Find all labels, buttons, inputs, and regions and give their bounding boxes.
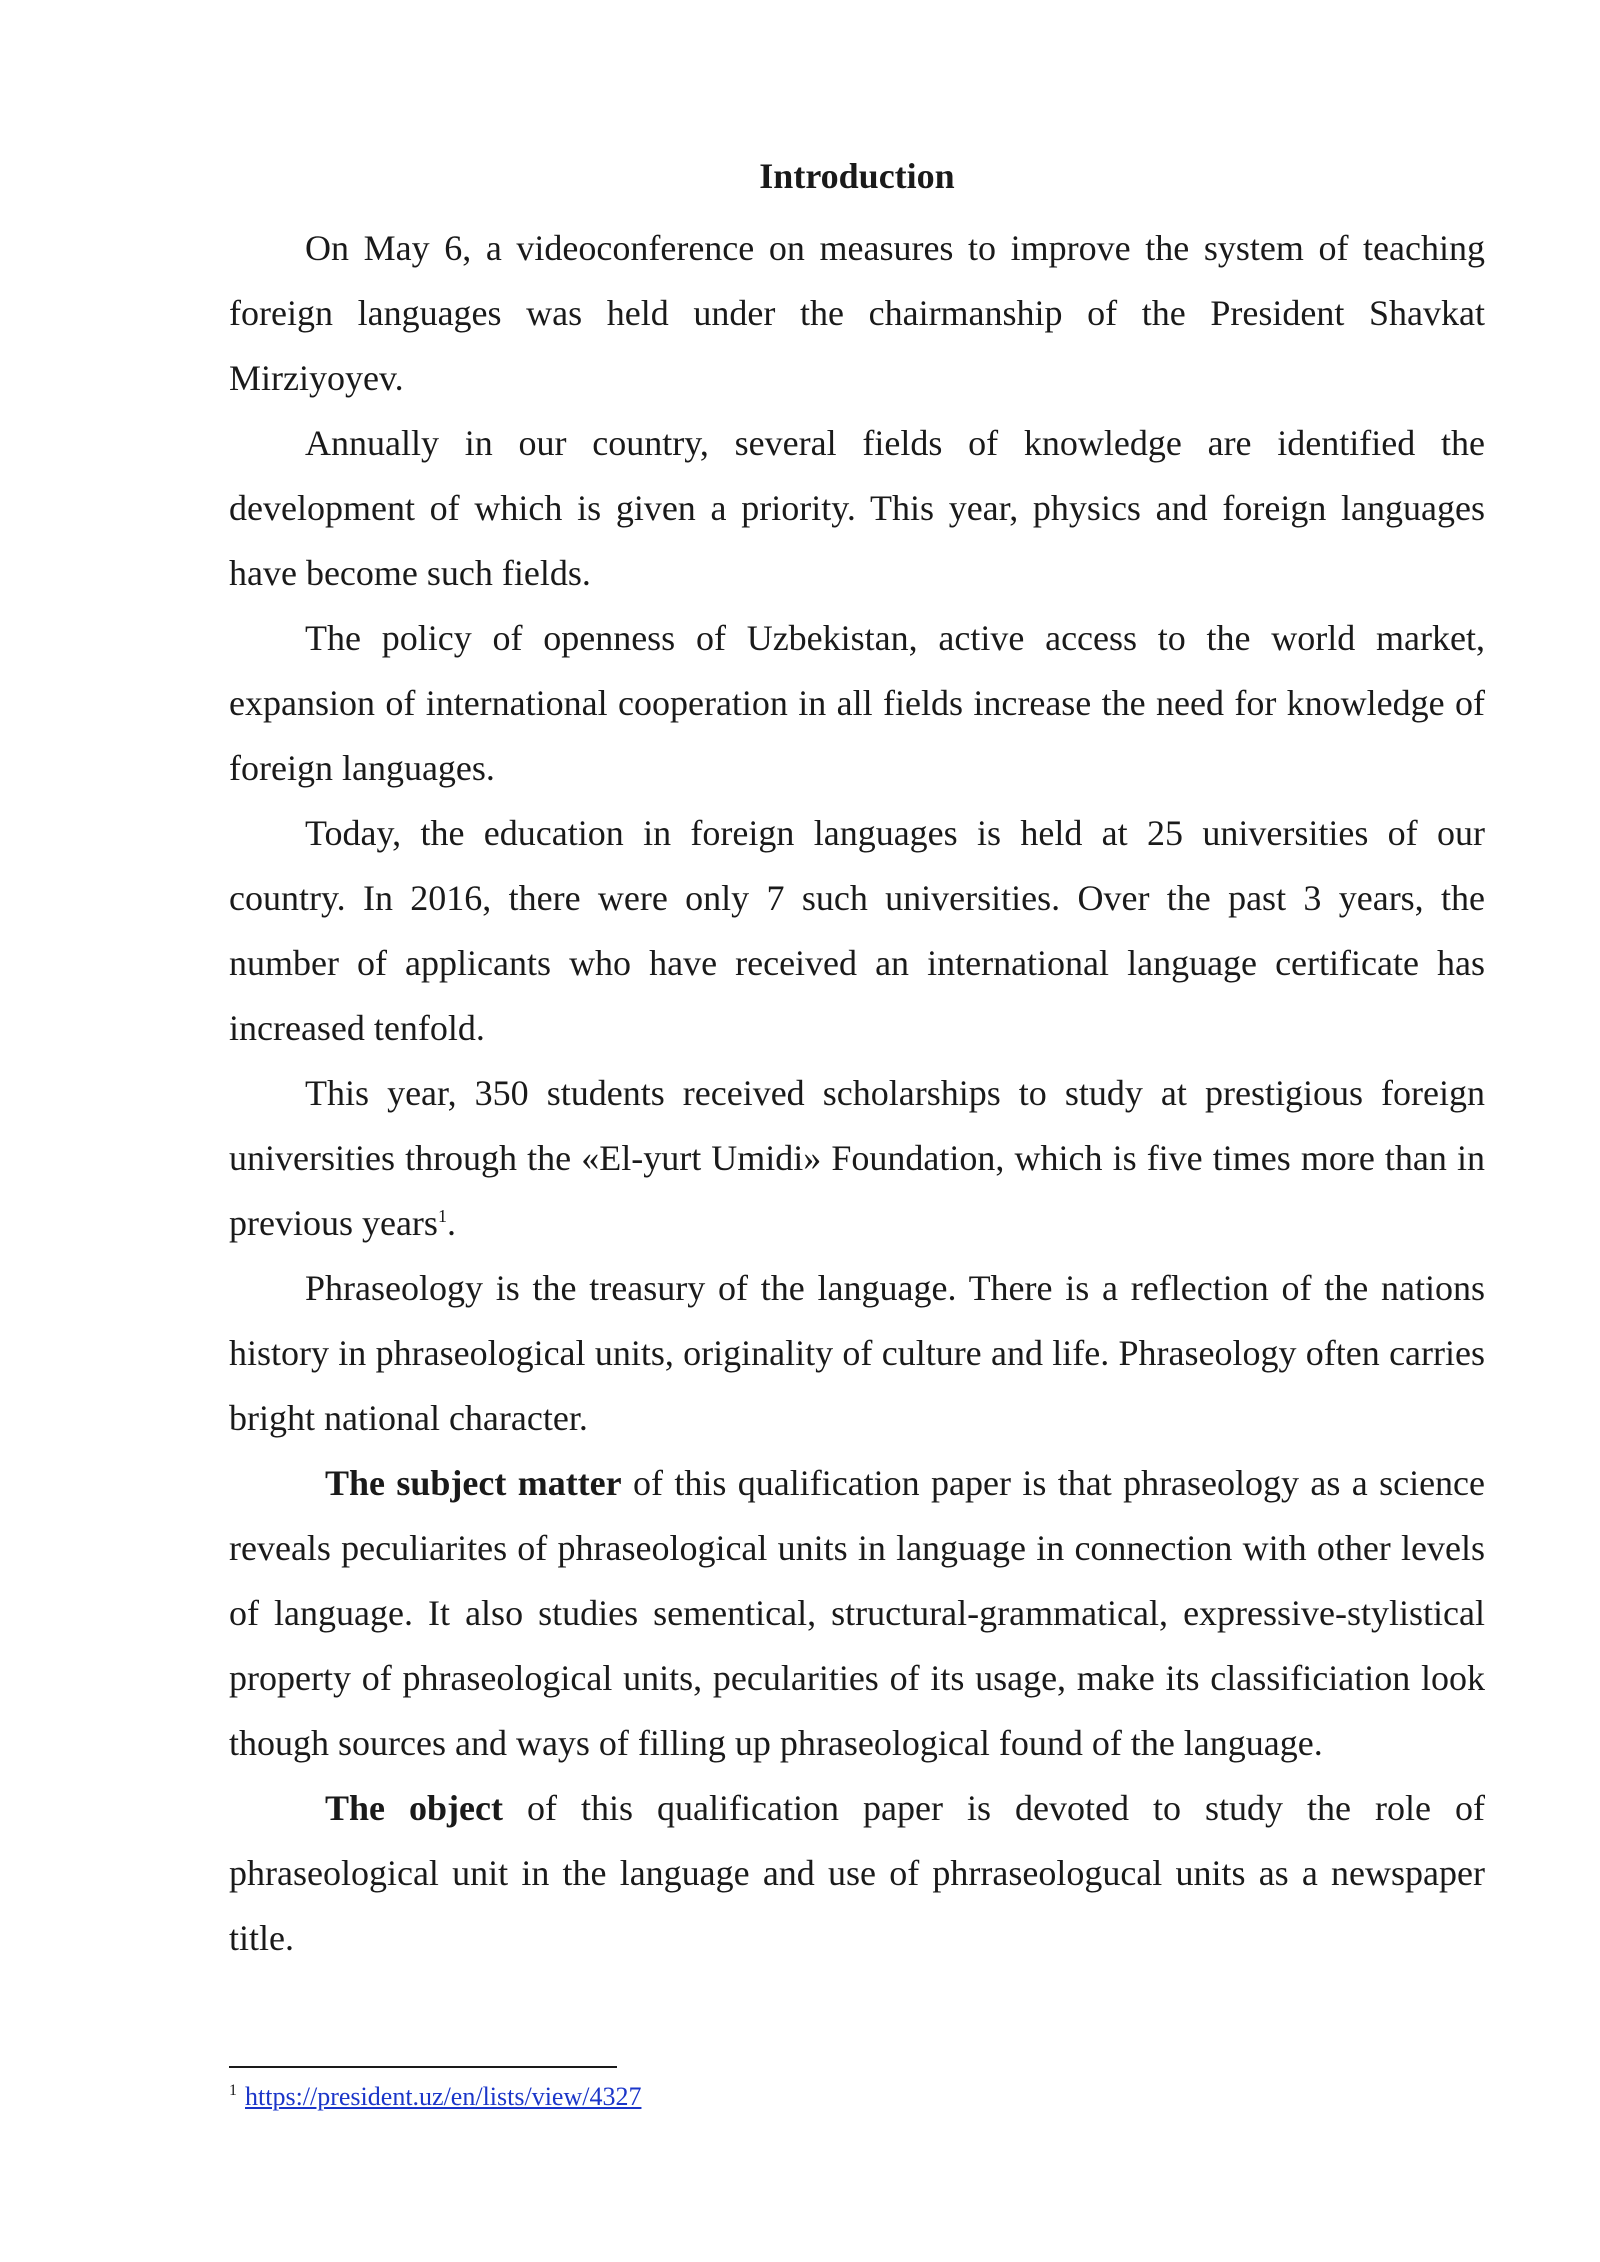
paragraph-3: The policy of openness of Uzbekistan, active access to the world market, expansion of international cooperation in all fields increase the need for knowledge of foreign languages. [229, 618, 1485, 788]
document-body [229, 146, 1485, 1971]
paragraph-4: Today, the education in foreign languages is held at 25 universities of our country. In 2016, there were only 7 such universities. Over the past 3 years, the number of applicants who have received an international language certificate has increased tenfold. [229, 813, 1485, 1048]
footnote-separator [229, 2066, 617, 2068]
footnote-link[interactable]: https://president.uz/en/lists/view/4327 [245, 2082, 642, 2111]
footnote [229, 2080, 641, 2114]
paragraph-object: The object of this qualification paper is devoted to study the role of phraseological unit in the language and use of phrraseologucal units as a newspaper title. [229, 1788, 1486, 1958]
object-lead: The object [325, 1788, 503, 1828]
section-title: Introduction [759, 156, 955, 196]
footnote-number: 1 [229, 2082, 237, 2100]
paragraph-2: Annually in our country, several fields of knowledge are identified the development of which is given a priority. This year, physics and foreign languages have become such fields. [229, 423, 1485, 593]
paragraph-subject-matter: The subject matter of this qualification paper is that phraseology as a science reveals peculiarites of phraseological units in language in connection with other levels of language. It also studies sementical, structural-grammatical, expressive-stylistical property of phraseological units, pecularities of its usage, make its classificiation look though sources and ways of filling up phraseological found of the language. [229, 1463, 1486, 1763]
subject-matter-lead: The subject matter [325, 1463, 622, 1503]
footnote-reference[interactable]: 1 [437, 1206, 447, 1226]
paragraph-1: On May 6, a videoconference on measures to improve the system of teaching foreign languages was held under the chairmanship of the President Shavkat Mirziyoyev. [229, 228, 1485, 398]
paragraph-5: This year, 350 students received scholarships to study at prestigious foreign universities through the «El-yurt Umidi» Foundation, which is five times more than in previous years$^1$. [229, 1073, 1485, 1243]
paragraph-6: Phraseology is the treasury of the language. There is a reflection of the nations history in phraseological units, originality of culture and life. Phraseology often carries bright national character. [229, 1268, 1485, 1438]
